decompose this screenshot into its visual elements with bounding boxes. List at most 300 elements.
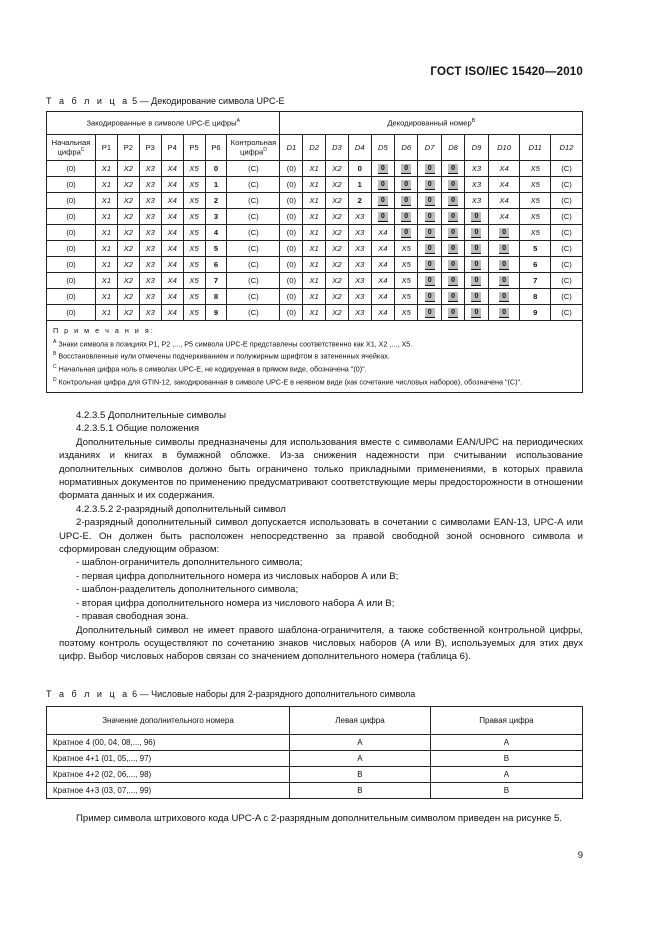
t5-cell-d: X5 <box>520 225 551 241</box>
t5-col-check <box>227 135 280 161</box>
table-row <box>47 161 583 177</box>
t5-cell-d <box>418 241 441 257</box>
restored-zero: 0 <box>499 308 509 318</box>
table-row <box>47 177 583 193</box>
t5-cell-d: (0) <box>280 225 303 241</box>
t5-cell-d <box>371 209 394 225</box>
restored-zero: 0 <box>425 180 435 190</box>
paragraph-3: Дополнительный символ не имеет правого шаблона-ограничителя, а также собственной контрольной цифры, поэтому контроль осуществляют по сочетанию знаков числовых наборов (А или В), используемых для этих двух цифр. Выбор числовых наборов связан со значением дополнительного номера (таблица 6). <box>59 624 583 663</box>
t6-cell: А <box>290 751 431 767</box>
note-marker: B <box>53 351 57 358</box>
t5-cell-d: 8 <box>520 289 551 305</box>
t5-col-check-label: Контрольная цифра <box>230 138 277 157</box>
t5-cell-d <box>441 225 464 241</box>
t5-cell-start: (0) <box>47 257 96 273</box>
t5-cell-p: X2 <box>117 161 139 177</box>
heading-4-2-3-5: 4.2.3.5 Дополнительные символы <box>76 410 226 421</box>
t5-cell-d: X4 <box>488 209 520 225</box>
t5-col-d1: D1 <box>280 135 303 161</box>
table6 <box>46 706 583 799</box>
restored-zero: 0 <box>378 164 388 174</box>
t5-cell-p: 2 <box>205 193 227 209</box>
t5-cell-d <box>465 257 488 273</box>
t6-cell: А <box>290 735 431 751</box>
t5-cell-d: X3 <box>348 273 371 289</box>
t5-cell-d <box>488 305 520 321</box>
t5-cell-d: X2 <box>326 225 349 241</box>
restored-zero: 0 <box>448 164 458 174</box>
t5-cell-d: X1 <box>303 257 326 273</box>
t6-cell: А <box>430 767 582 783</box>
t5-cell-d <box>441 257 464 273</box>
t5-cell-d: X4 <box>488 161 520 177</box>
table6-caption: Т а б л и ц а 6 — Числовые наборы для 2-разрядного дополнительного символа <box>46 689 416 699</box>
t5-cell-d: 1 <box>348 177 371 193</box>
t5-cell-p: X3 <box>139 193 161 209</box>
t5-cell-d <box>371 161 394 177</box>
t5-cell-d: (0) <box>280 273 303 289</box>
t5-cell-d <box>395 177 418 193</box>
t5-cell-d: X2 <box>326 241 349 257</box>
t5-col-d5: D5 <box>371 135 394 161</box>
t5-cell-d: (C) <box>551 241 583 257</box>
restored-zero: 0 <box>471 260 481 270</box>
t5-cell-d: (0) <box>280 161 303 177</box>
t5-cell-d: (0) <box>280 209 303 225</box>
restored-zero: 0 <box>448 212 458 222</box>
t5-col-p4: P4 <box>161 135 183 161</box>
t5-cell-d: X1 <box>303 289 326 305</box>
t5-cell-d: (0) <box>280 305 303 321</box>
t5-col-start-label: Начальная цифра <box>51 138 91 157</box>
t5-cell-p: X5 <box>183 209 205 225</box>
t5-cell-p: X4 <box>161 257 183 273</box>
t5-cell-d: (C) <box>551 257 583 273</box>
restored-zero: 0 <box>425 276 435 286</box>
t5-cell-p: X5 <box>183 177 205 193</box>
t5-cell-d: X2 <box>326 193 349 209</box>
restored-zero: 0 <box>499 244 509 254</box>
note-text: Начальная цифра ноль в символах UPC-E, не кодируемая в прямом виде, обозначена "(0)". <box>58 364 367 374</box>
restored-zero: 0 <box>448 308 458 318</box>
t5-cell-d <box>441 305 464 321</box>
t5-cell-p: X3 <box>139 225 161 241</box>
t5-cell-d <box>441 289 464 305</box>
restored-zero: 0 <box>425 212 435 222</box>
t5-group-left: Закодированные в символе UPC-E цифры$^A$ <box>47 112 280 135</box>
t5-cell-d: X5 <box>520 161 551 177</box>
t5-col-p2: P2 <box>117 135 139 161</box>
t5-group-right: Декодированный номер$^B$ <box>280 112 583 135</box>
t5-cell-d: X3 <box>465 193 488 209</box>
t5-cell-d <box>418 209 441 225</box>
t5-cell-p: X3 <box>139 289 161 305</box>
t5-cell-p: X4 <box>161 241 183 257</box>
t5-cell-d: X4 <box>371 289 394 305</box>
t5-col-start <box>47 135 96 161</box>
t5-cell-d: X4 <box>371 273 394 289</box>
t5-cell-p: X3 <box>139 209 161 225</box>
table-row <box>47 305 583 321</box>
t5-cell-d: X2 <box>326 273 349 289</box>
note-text: Восстановленные нули отмечены подчеркиванием и полужирным шрифтом в затененных ячейках. <box>58 351 390 361</box>
t6-header-1: Левая цифра <box>290 707 431 735</box>
note-text: Контрольная цифра для GTIN-12, закодированная в символе UPC-E в неявном виде (как сочетание числовых наборов), обозначена "(C)". <box>58 377 523 387</box>
note-marker: A <box>53 338 57 345</box>
t6-cell: В <box>290 767 431 783</box>
t5-cell-d <box>465 241 488 257</box>
restored-zero: 0 <box>471 212 481 222</box>
t5-col-d11: D11 <box>520 135 551 161</box>
t5-cell-p: X1 <box>96 305 118 321</box>
t5-cell-d: X3 <box>348 241 371 257</box>
restored-zero: 0 <box>448 292 458 302</box>
t5-cell-d: X1 <box>303 241 326 257</box>
t5-cell-d: X2 <box>326 161 349 177</box>
t5-cell-d: X5 <box>395 257 418 273</box>
restored-zero: 0 <box>499 260 509 270</box>
t5-cell-start: (0) <box>47 209 96 225</box>
t5-cell-p: X4 <box>161 161 183 177</box>
t5-cell-d: (0) <box>280 241 303 257</box>
t5-cell-p: X4 <box>161 177 183 193</box>
t5-cell-p: X4 <box>161 193 183 209</box>
list-item: - шаблон-ограничитель дополнительного символа; <box>76 557 303 569</box>
t5-cell-d <box>395 161 418 177</box>
t5-cell-check: (C) <box>227 193 280 209</box>
t5-cell-p: X1 <box>96 289 118 305</box>
t5-col-start-sup: C <box>80 147 85 154</box>
t5-cell-d <box>418 225 441 241</box>
t5-cell-d: 9 <box>520 305 551 321</box>
t5-cell-d <box>441 177 464 193</box>
notes-title: П р и м е ч а н и я: <box>53 326 155 335</box>
t5-cell-start: (0) <box>47 177 96 193</box>
structure-list <box>59 556 583 623</box>
t5-cell-d: X2 <box>326 209 349 225</box>
t5-cell-p: X2 <box>117 273 139 289</box>
t5-cell-d: X1 <box>303 161 326 177</box>
t5-cell-p: X1 <box>96 193 118 209</box>
restored-zero: 0 <box>378 180 388 190</box>
page-number: 9 <box>577 850 583 861</box>
t5-cell-d <box>441 209 464 225</box>
paragraph-2: 2-разрядный дополнительный символ допускается использовать в сочетании с символами EAN-13, UPC-A или UPC-E. Он должен быть расположен непосредственно за правой свободной зоной основного символа и сформирован следующим образом: <box>59 517 583 556</box>
t6-cell: В <box>290 783 431 799</box>
t5-col-d7: D7 <box>418 135 441 161</box>
t5-cell-d: X5 <box>395 289 418 305</box>
t5-cell-d: X1 <box>303 305 326 321</box>
t5-cell-d: X2 <box>326 257 349 273</box>
t5-cell-p: X2 <box>117 257 139 273</box>
t5-col-p1: P1 <box>96 135 118 161</box>
t5-cell-p: X1 <box>96 257 118 273</box>
t5-cell-check: (C) <box>227 225 280 241</box>
t5-cell-check: (C) <box>227 209 280 225</box>
t5-cell-d: X3 <box>465 177 488 193</box>
t5-col-d2: D2 <box>303 135 326 161</box>
t5-cell-p: X4 <box>161 289 183 305</box>
t5-cell-d <box>395 209 418 225</box>
t5-col-d9: D9 <box>465 135 488 161</box>
t5-cell-d: X4 <box>371 305 394 321</box>
page-header: ГОСТ ISO/IEC 15420—2010 <box>430 66 583 78</box>
restored-zero: 0 <box>499 228 509 238</box>
t5-col-d6: D6 <box>395 135 418 161</box>
t5-cell-p: X3 <box>139 273 161 289</box>
t5-cell-p: 6 <box>205 257 227 273</box>
t5-cell-p: 7 <box>205 273 227 289</box>
t5-col-d4: D4 <box>348 135 371 161</box>
t5-cell-d <box>441 161 464 177</box>
table-row <box>47 241 583 257</box>
note-item <box>53 337 576 350</box>
t5-cell-p: X3 <box>139 241 161 257</box>
note-item <box>53 362 576 375</box>
restored-zero: 0 <box>401 164 411 174</box>
t5-cell-d: (0) <box>280 193 303 209</box>
list-item: - шаблон-разделитель дополнительного символа; <box>76 584 299 596</box>
table-row <box>47 735 583 751</box>
t6-cell: Кратное 4+3 (03, 07,..., 99) <box>47 783 290 799</box>
note-marker: C <box>53 364 57 371</box>
t5-cell-p: X3 <box>139 257 161 273</box>
t5-cell-d: X3 <box>348 209 371 225</box>
list-item: - первая цифра дополнительного номера из числовых наборов А или В; <box>76 570 399 582</box>
t6-cell: А <box>430 735 582 751</box>
t5-cell-start: (0) <box>47 241 96 257</box>
restored-zero: 0 <box>448 276 458 286</box>
t5-cell-d <box>441 193 464 209</box>
paragraph-4: Пример символа штрихового кода UPC-A с 2-разрядным дополнительным символом приведен на рисунке 5. <box>76 813 562 824</box>
t5-cell-d: X4 <box>371 225 394 241</box>
t5-col-p6: P6 <box>205 135 227 161</box>
t5-cell-d: X3 <box>348 225 371 241</box>
table5 <box>46 111 583 393</box>
t5-cell-d: X3 <box>348 289 371 305</box>
restored-zero: 0 <box>499 276 509 286</box>
t5-col-d3: D3 <box>326 135 349 161</box>
t5-cell-p: X2 <box>117 193 139 209</box>
t5-cell-d: 6 <box>520 257 551 273</box>
t5-cell-d <box>418 257 441 273</box>
t5-cell-d: (0) <box>280 257 303 273</box>
restored-zero: 0 <box>471 292 481 302</box>
t5-cell-p: X5 <box>183 289 205 305</box>
restored-zero: 0 <box>378 212 388 222</box>
t5-cell-check: (C) <box>227 241 280 257</box>
t5-cell-d <box>418 305 441 321</box>
paragraph-1: Дополнительные символы предназначены для использования вместе с символами EAN/UPC на периодических изданиях и книгах в бумажной обложке. Из-за снижения надежности при считывании использование дополнительных символов должно быть ограничено только прикладными применениями, в которых правила нормативных документов по применению предусматривают соответствующие меры предосторожности в отношении формата данных и их содержания. <box>59 436 583 502</box>
t5-cell-d: X5 <box>395 305 418 321</box>
t5-notes <box>47 321 583 393</box>
section-text <box>59 409 583 664</box>
t5-cell-d: (C) <box>551 193 583 209</box>
t5-cell-p: X5 <box>183 305 205 321</box>
t5-cell-d: X2 <box>326 289 349 305</box>
t5-cell-p: X1 <box>96 225 118 241</box>
restored-zero: 0 <box>401 228 411 238</box>
closing-text <box>59 812 583 825</box>
table-row <box>47 273 583 289</box>
t5-cell-d <box>418 193 441 209</box>
restored-zero: 0 <box>401 212 411 222</box>
restored-zero: 0 <box>448 180 458 190</box>
t5-cell-start: (0) <box>47 225 96 241</box>
t5-cell-d: X1 <box>303 177 326 193</box>
restored-zero: 0 <box>471 308 481 318</box>
t5-cell-check: (C) <box>227 257 280 273</box>
t5-col-check-sup: D <box>263 147 267 154</box>
t5-cell-d: X5 <box>520 193 551 209</box>
t5-cell-d: X4 <box>371 257 394 273</box>
t6-cell: В <box>430 751 582 767</box>
table-row <box>47 289 583 305</box>
table-row <box>47 193 583 209</box>
t5-cell-p: X1 <box>96 209 118 225</box>
note-item <box>53 349 576 362</box>
restored-zero: 0 <box>425 196 435 206</box>
t5-cell-d <box>418 289 441 305</box>
table5-caption: Т а б л и ц а 5 — Декодирование символа UPC-E <box>46 96 285 106</box>
t5-cell-p: X4 <box>161 273 183 289</box>
t5-cell-p: X2 <box>117 289 139 305</box>
t5-cell-d: X1 <box>303 273 326 289</box>
t5-cell-d: 0 <box>348 161 371 177</box>
table-row <box>47 225 583 241</box>
t5-cell-p: X5 <box>183 193 205 209</box>
t5-cell-d: (C) <box>551 177 583 193</box>
t5-cell-d: X5 <box>395 273 418 289</box>
t5-cell-d: (C) <box>551 305 583 321</box>
t5-cell-d: X4 <box>488 193 520 209</box>
t5-cell-d <box>465 209 488 225</box>
t5-cell-d: (0) <box>280 177 303 193</box>
restored-zero: 0 <box>378 196 388 206</box>
t6-header-2: Правая цифра <box>430 707 582 735</box>
t5-cell-p: X2 <box>117 177 139 193</box>
t5-cell-d: 2 <box>348 193 371 209</box>
t5-cell-p: 1 <box>205 177 227 193</box>
t5-cell-start: (0) <box>47 193 96 209</box>
t5-cell-p: X1 <box>96 177 118 193</box>
t5-cell-p: 5 <box>205 241 227 257</box>
t5-cell-p: X5 <box>183 257 205 273</box>
t5-cell-d <box>465 225 488 241</box>
t5-cell-p: X2 <box>117 209 139 225</box>
t5-cell-p: X3 <box>139 305 161 321</box>
t6-cell: Кратное 4 (00, 04, 08,..., 96) <box>47 735 290 751</box>
t5-cell-d: (C) <box>551 161 583 177</box>
restored-zero: 0 <box>448 196 458 206</box>
heading-4-2-3-5-2: 4.2.3.5.2 2-разрядный дополнительный символ <box>76 503 286 515</box>
list-item: - вторая цифра дополнительного номера из числового набора А или В; <box>76 597 395 609</box>
t5-cell-d: X3 <box>465 161 488 177</box>
t5-cell-d: X4 <box>371 241 394 257</box>
table-row <box>47 751 583 767</box>
t5-cell-d <box>488 273 520 289</box>
t5-cell-check: (C) <box>227 305 280 321</box>
t5-cell-d <box>488 241 520 257</box>
table-row <box>47 783 583 799</box>
t5-cell-d: (C) <box>551 225 583 241</box>
restored-zero: 0 <box>401 196 411 206</box>
t5-cell-start: (0) <box>47 161 96 177</box>
t5-cell-p: X3 <box>139 177 161 193</box>
t5-cell-p: X5 <box>183 225 205 241</box>
restored-zero: 0 <box>448 244 458 254</box>
t5-cell-p: X2 <box>117 241 139 257</box>
t5-cell-d <box>488 289 520 305</box>
t5-cell-p: X5 <box>183 241 205 257</box>
restored-zero: 0 <box>471 228 481 238</box>
t5-cell-p: X5 <box>183 161 205 177</box>
t5-col-p3: P3 <box>139 135 161 161</box>
t5-cell-start: (0) <box>47 305 96 321</box>
t5-cell-d <box>488 257 520 273</box>
t5-cell-p: 4 <box>205 225 227 241</box>
t5-cell-d <box>465 305 488 321</box>
t5-cell-d <box>395 225 418 241</box>
t5-cell-d <box>441 241 464 257</box>
t5-cell-d <box>418 161 441 177</box>
restored-zero: 0 <box>448 228 458 238</box>
restored-zero: 0 <box>401 180 411 190</box>
t5-cell-p: 3 <box>205 209 227 225</box>
restored-zero: 0 <box>499 292 509 302</box>
t5-col-d8: D8 <box>441 135 464 161</box>
t5-cell-p: X2 <box>117 305 139 321</box>
t5-col-d10: D10 <box>488 135 520 161</box>
restored-zero: 0 <box>425 228 435 238</box>
t5-cell-d: X5 <box>520 209 551 225</box>
t5-cell-d: X3 <box>348 257 371 273</box>
t5-cell-p: X5 <box>183 273 205 289</box>
t5-header-row <box>47 135 583 161</box>
t5-cell-check: (C) <box>227 177 280 193</box>
t5-cell-p: X4 <box>161 305 183 321</box>
t6-cell: Кратное 4+2 (02, 06,..., 98) <box>47 767 290 783</box>
restored-zero: 0 <box>425 164 435 174</box>
t5-cell-p: X4 <box>161 225 183 241</box>
table-row <box>47 257 583 273</box>
t5-cell-d: X1 <box>303 209 326 225</box>
t5-cell-d <box>395 193 418 209</box>
t5-cell-check: (C) <box>227 273 280 289</box>
t5-cell-d: X5 <box>520 177 551 193</box>
t5-cell-d <box>418 273 441 289</box>
t5-cell-p: X1 <box>96 273 118 289</box>
note-marker: D <box>53 377 57 384</box>
t5-col-d12: D12 <box>551 135 583 161</box>
t5-cell-check: (C) <box>227 289 280 305</box>
t5-cell-p: X3 <box>139 161 161 177</box>
restored-zero: 0 <box>425 292 435 302</box>
restored-zero: 0 <box>471 244 481 254</box>
note-text: Знаки символа в позициях P1, P2 ,..., P5 символа UPC-E представлены соответственно как X1, X2 ,..., X5. <box>58 338 413 348</box>
t5-cell-d: X1 <box>303 193 326 209</box>
t5-cell-d <box>488 225 520 241</box>
t5-col-p5: P5 <box>183 135 205 161</box>
t5-cell-p: X2 <box>117 225 139 241</box>
t5-cell-d <box>371 193 394 209</box>
t6-cell: В <box>430 783 582 799</box>
t5-cell-check: (C) <box>227 161 280 177</box>
t5-cell-d: (C) <box>551 273 583 289</box>
restored-zero: 0 <box>471 276 481 286</box>
t5-cell-p: X1 <box>96 241 118 257</box>
t5-cell-p: X1 <box>96 161 118 177</box>
